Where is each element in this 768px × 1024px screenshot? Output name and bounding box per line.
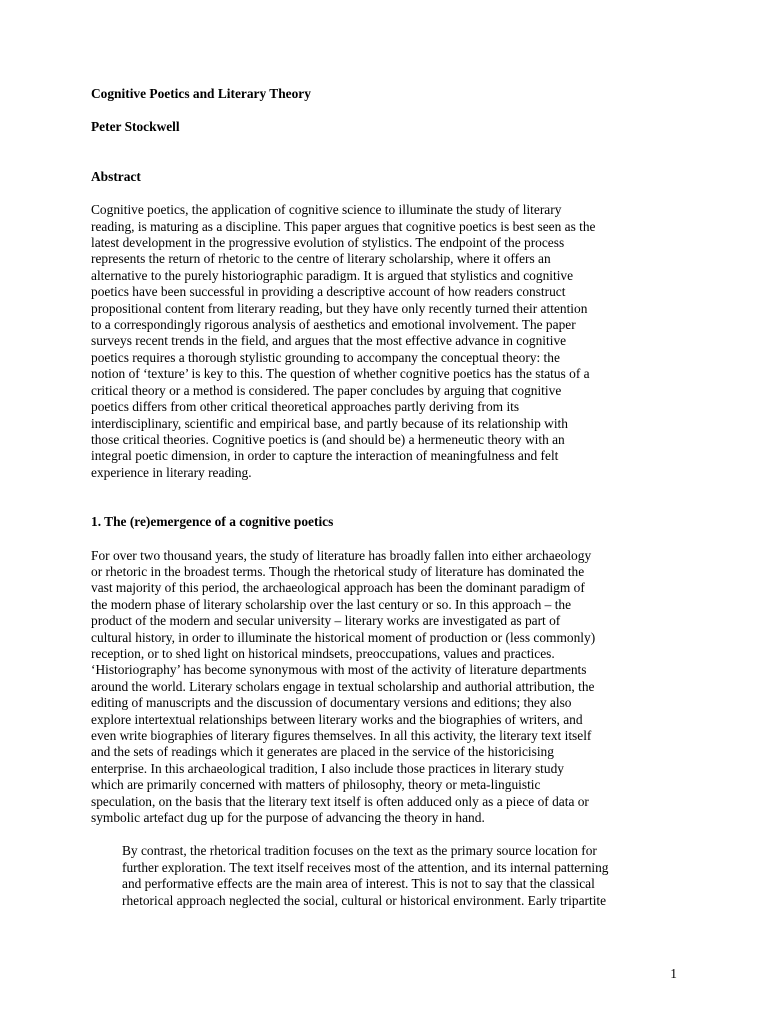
- text-line: integral poetic dimension, in order to capture the interaction of meaningfulness and felt: [91, 448, 559, 464]
- text-line: around the world. Literary scholars engage in textual scholarship and authorial attribution, the: [91, 678, 595, 694]
- text-line: represents the return of rhetoric to the centre of literary scholarship, where it offers an: [91, 251, 551, 267]
- text-line: poetics differs from other critical theoretical approaches partly deriving from its: [91, 399, 520, 415]
- text-line: symbolic artefact dug up for the purpose of advancing the theory in hand.: [91, 810, 485, 826]
- text-line: those critical theories. Cognitive poetics is (and should be) a hermeneutic theory with an: [91, 431, 565, 447]
- text-line: to a correspondingly rigorous analysis of aesthetics and emotional involvement. The paper: [91, 317, 576, 333]
- text-line: speculation, on the basis that the literary text itself is often adduced only as a piece of data or: [91, 793, 589, 809]
- text-line: experience in literary reading.: [91, 464, 252, 480]
- text-line: further exploration. The text itself receives most of the attention, and its internal patterning: [122, 859, 609, 875]
- text-line: critical theory or a method is considered. The paper concludes by arguing that cognitive: [91, 382, 562, 398]
- text-line: notion of ‘texture’ is key to this. The question of whether cognitive poetics has the status of a: [91, 366, 590, 382]
- page-number: 1: [670, 966, 677, 981]
- text-line: vast majority of this period, the archaeological approach has been the dominant paradigm of: [91, 580, 585, 596]
- text-line: and performative effects are the main area of interest. This is not to say that the classical: [122, 876, 595, 892]
- text-line: Cognitive poetics, the application of cognitive science to illuminate the study of literary: [91, 202, 562, 218]
- text-line: even write biographies of literary figures themselves. In all this activity, the literary text itself: [91, 728, 592, 743]
- text-line: product of the modern and secular university – literary works are investigated as part of: [91, 613, 561, 629]
- body-paragraph: [91, 548, 677, 827]
- text-line: which are primarily concerned with matters of philosophy, theory or meta-linguistic: [91, 777, 541, 793]
- text-line: ‘Historiography’ has become synonymous with most of the activity of literature departments: [91, 662, 587, 678]
- text-line: rhetorical approach neglected the social, cultural or historical environment. Early tripartite: [122, 892, 607, 908]
- author-name: Peter Stockwell: [91, 119, 180, 135]
- text-line: surveys recent trends in the field, and argues that the most effective advance in cognitive: [91, 333, 567, 349]
- text-line: cultural history, in order to illuminate the historical moment of production or (less commonly): [91, 629, 596, 645]
- text-line: latest development in the progressive evolution of stylistics. The endpoint of the process: [91, 235, 565, 251]
- text-line: propositional content from literary reading, but they have only recently turned their attention: [91, 300, 588, 316]
- text-line: editing of manuscripts and the discussion of documentary versions and editions; they also: [91, 695, 572, 711]
- text-line: By contrast, the rhetorical tradition focuses on the text as the primary source location for: [122, 843, 597, 859]
- text-line: reading, is maturing as a discipline. This paper argues that cognitive poetics is best seen as the: [91, 218, 596, 234]
- text-line: poetics requires a thorough stylistic grounding to accompany the conceptual theory: the: [91, 349, 560, 365]
- page-content: [91, 86, 677, 909]
- abstract-heading: Abstract: [91, 168, 141, 184]
- section-heading: 1. The (re)emergence of a cognitive poetics: [91, 514, 334, 530]
- body-paragraph: [91, 843, 677, 909]
- text-line: the modern phase of literary scholarship over the last century or so. In this approach – the: [91, 596, 572, 612]
- text-line: enterprise. In this archaeological tradition, I also include those practices in literary study: [91, 760, 564, 776]
- text-line: For over two thousand years, the study of literature has broadly fallen into either archaeology: [91, 547, 592, 563]
- text-line: poetics have been successful in providing a descriptive account of how readers construct: [91, 284, 566, 300]
- text-line: and the sets of readings which it generates are placed in the service of the historicising: [91, 744, 554, 760]
- text-line: reception, or to shed light on historical mindsets, preoccupations, values and practices.: [91, 645, 555, 661]
- text-line: or rhetoric in the broadest terms. Though the rhetorical study of literature has dominated the: [91, 563, 585, 579]
- text-line: interdisciplinary, scientific and empirical base, and partly because of its relationship with: [91, 415, 568, 431]
- text-line: explore intertextual relationships between literary works and the biographies of writers, and: [91, 711, 583, 727]
- paper-title: Cognitive Poetics and Literary Theory: [91, 86, 311, 101]
- text-line: alternative to the purely historiographic paradigm. It is argued that stylistics and cognitive: [91, 267, 574, 283]
- abstract-paragraph: [91, 202, 677, 481]
